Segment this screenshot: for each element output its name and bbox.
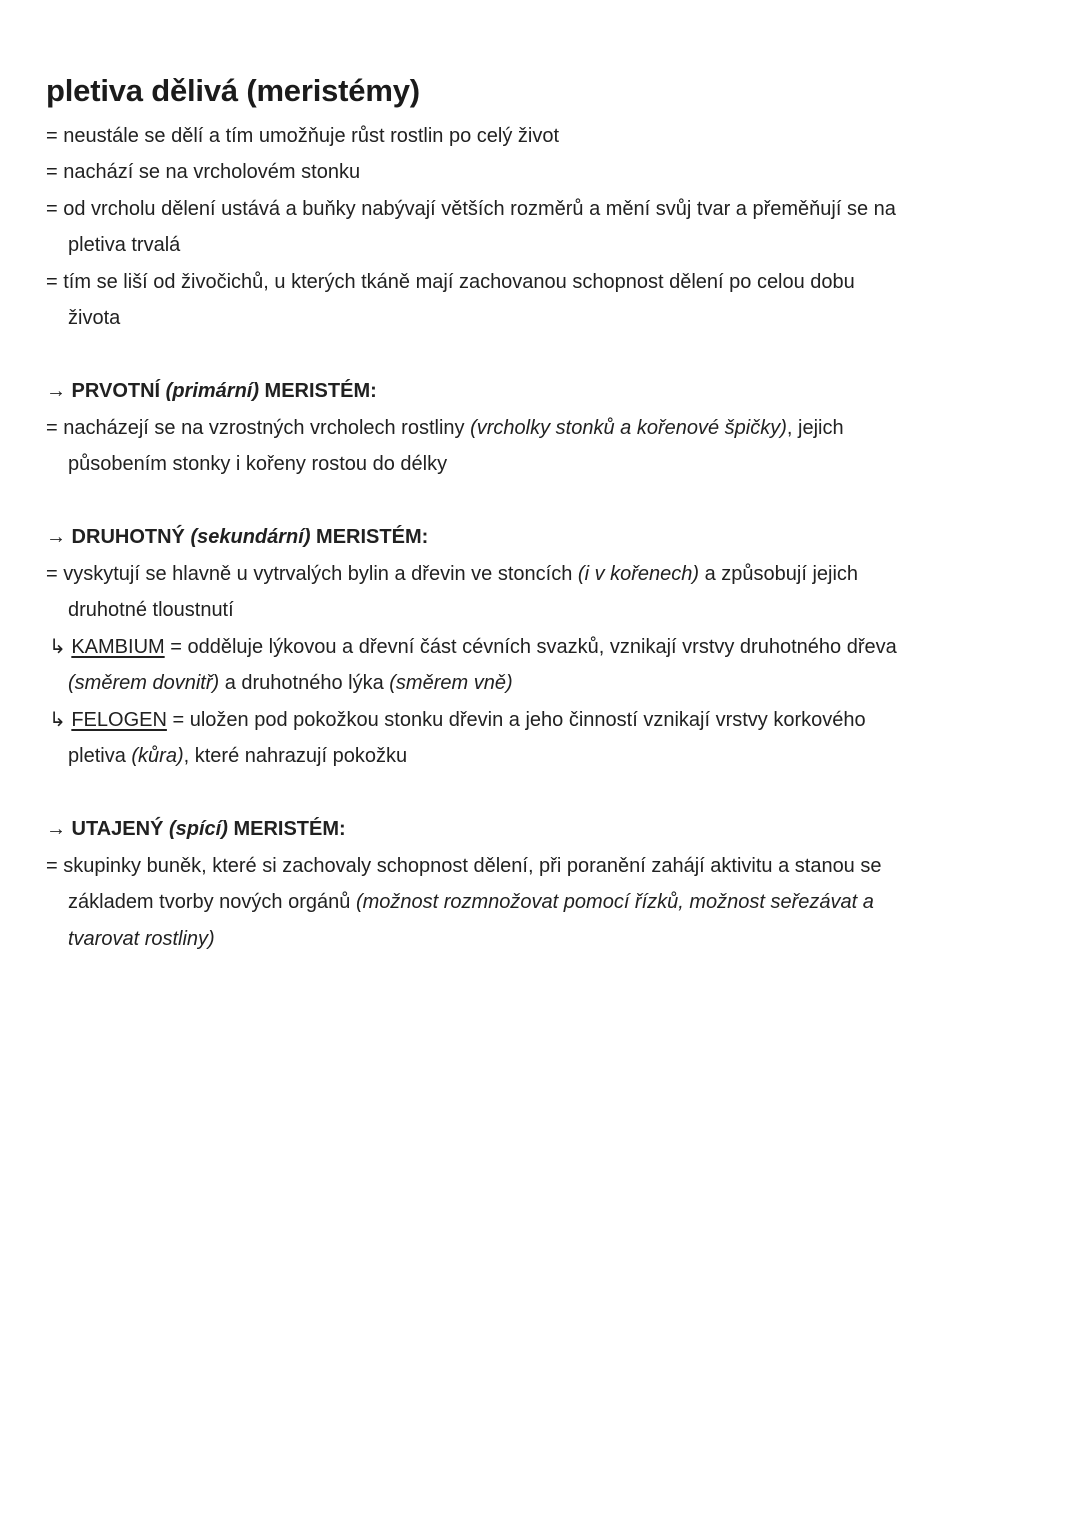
text-segment: tvarovat rostliny) xyxy=(68,927,215,950)
section-heading xyxy=(46,811,1032,848)
text-line xyxy=(46,848,1032,885)
text-segment: , jejich xyxy=(786,416,844,439)
text-line xyxy=(46,629,1032,666)
text-segment: → PRVOTNÍ xyxy=(46,380,166,403)
blank-line xyxy=(46,775,1032,812)
text-segment: = uložen pod pokožkou stonku dřevin a jeho činností vznikají vrstvy korkového xyxy=(166,708,866,731)
text-segment: (kůra) xyxy=(131,745,184,768)
text-segment: MERISTÉM: xyxy=(259,380,377,403)
term-label: FELOGEN xyxy=(71,708,167,731)
text-line xyxy=(46,884,1032,921)
text-segment: , které nahrazují pokožku xyxy=(183,745,408,768)
text-segment: a druhotného lýka xyxy=(219,672,390,695)
text-line xyxy=(46,702,1032,739)
text-segment: působením stonky i kořeny rostou do délky xyxy=(68,453,448,476)
text-segment: MERISTÉM: xyxy=(310,526,429,549)
text-line xyxy=(46,300,1032,337)
text-line xyxy=(46,191,1032,228)
text-segment: pletiva trvalá xyxy=(68,234,181,257)
document-body xyxy=(46,118,1032,958)
text-line xyxy=(46,410,1032,447)
text-segment: (směrem dovnitř) xyxy=(68,672,220,695)
section-heading xyxy=(46,519,1032,556)
text-segment: (sekundární) xyxy=(190,526,311,549)
text-segment: (spící) xyxy=(168,818,228,841)
text-segment: = vyskytují se hlavně u vytrvalých bylin a dřevin ve stoncích xyxy=(46,562,578,585)
text-segment: = od vrcholu dělení ustává a buňky nabývají větších rozměrů a mění svůj tvar a přeměňují se na xyxy=(46,197,896,220)
text-line xyxy=(46,665,1032,702)
text-segment: ↳ xyxy=(49,635,72,658)
text-segment: ↳ xyxy=(49,708,72,731)
blank-line xyxy=(46,483,1032,520)
text-line xyxy=(46,592,1032,629)
text-segment: (i v kořenech) xyxy=(577,562,700,585)
text-segment: (primární) xyxy=(165,380,259,403)
text-segment: druhotné tloustnutí xyxy=(68,599,234,622)
text-line xyxy=(46,446,1032,483)
text-segment: → DRUHOTNÝ xyxy=(46,526,191,549)
text-segment: (vrcholky stonků a kořenové špičky) xyxy=(470,416,787,439)
text-segment: MERISTÉM: xyxy=(227,818,346,841)
text-segment: = neustále se dělí a tím umožňuje růst rostlin po celý život xyxy=(46,124,560,147)
text-line xyxy=(46,118,1032,155)
text-segment: → UTAJENÝ xyxy=(46,818,169,841)
section-heading xyxy=(46,373,1032,410)
document-title: pletiva dělivá (meristémy) xyxy=(46,73,420,108)
text-segment: = skupinky buněk, které si zachovaly schopnost dělení, při poranění zahájí aktivitu a stanou se xyxy=(46,854,882,877)
text-line xyxy=(46,264,1032,301)
text-line xyxy=(46,738,1032,775)
text-segment: života xyxy=(68,307,121,330)
text-segment: (možnost rozmnožovat pomocí řízků, možnost seřezávat a xyxy=(355,891,874,914)
text-segment: = nachází se na vrcholovém stonku xyxy=(46,161,361,184)
text-segment: (směrem vně) xyxy=(389,672,513,695)
term-label: KAMBIUM xyxy=(71,635,165,658)
text-line xyxy=(46,556,1032,593)
text-line xyxy=(46,227,1032,264)
text-line xyxy=(46,921,1032,958)
text-line xyxy=(46,154,1032,191)
text-segment: a způsobují jejich xyxy=(699,562,859,585)
text-segment: = tím se liší od živočichů, u kterých tkáně mají zachovanou schopnost dělení po celou dobu xyxy=(46,270,855,293)
text-segment: základem tvorby nových orgánů xyxy=(68,891,356,914)
text-segment: pletiva xyxy=(68,745,132,768)
blank-line xyxy=(46,337,1032,374)
text-segment: = nacházejí se na vzrostných vrcholech rostliny xyxy=(46,416,471,439)
text-segment: = odděluje lýkovou a dřevní část cévních svazků, vznikají vrstvy druhotného dřeva xyxy=(164,635,897,658)
